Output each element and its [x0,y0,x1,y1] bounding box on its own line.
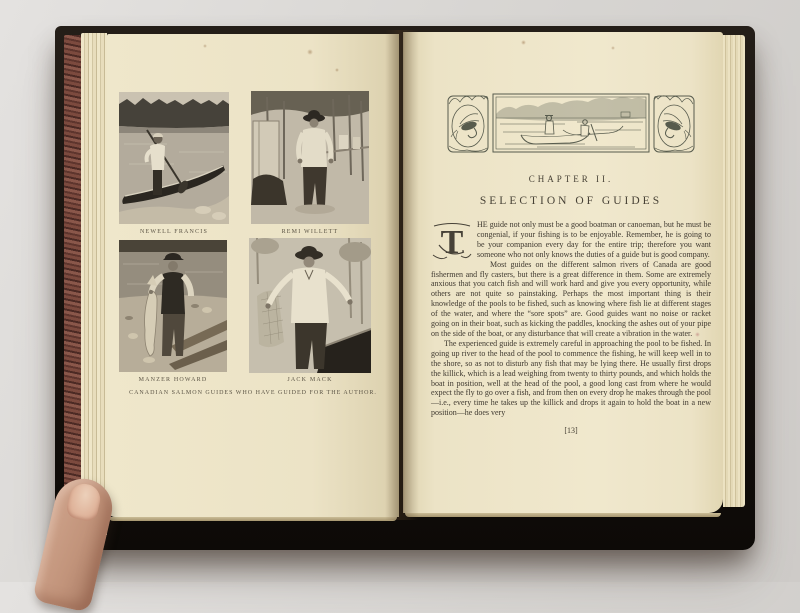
photo-caption: MANZER HOWARD [138,377,208,383]
camp-portrait-photo-illustration [251,91,369,224]
chapter-label: CHAPTER II. [528,174,614,184]
paragraph-text: The experienced guide is extremely careful in approaching the pool to be fished. In going up river to the head of the pool to commence the fishing, he will keep well in to the shore, so as not to disturb any fish that may be lying there. He usually first drops the killick, which is a lead weighing from twenty to thirty pounds, and which holds the boat in position, well at the head of the pool, a good long cast from where he would expect the fly to go over a fish, and from then on every drop he makes through the pool—i.e., every time he takes up the killick and drops it again to hold the boat in a new position—he does very [431,338,711,418]
drop-cap-ornament [431,221,473,261]
photo-caption: REMI WILLETT [281,229,339,235]
paragraph [431,339,711,418]
page-number: [13] [564,426,578,436]
guide-with-net-photo-illustration [249,238,371,373]
right-page [403,32,723,513]
paragraph-text: HE guide not only must be a good boatman or canoeman, but he must be congenial, if your fishing is to be enjoyable. Remember, he is going to be your companion every day for the entire trip; therefore you want someone who not only knows the duties of a guide but is good company. [477,220,711,259]
plate-group-caption: CANADIAN SALMON GUIDES WHO HAVE GUIDED FOR THE AUTHOR. [129,390,377,396]
photo-remi-willett [251,91,369,224]
thumb-nail [65,481,103,523]
left-page [107,34,399,517]
paragraph-text: Most guides on the different salmon rivers of Canada are good fishermen and fly casters, but there is a great difference in them. Some are extremely anxious that you catch fish and will work hard and give you every opportunity, while others are not quite so painstaking. Perhaps the most important thing is their knowledge of the pools to be fished, such as knowing where fish lie at different stages of the water, and where the “sore spots” are. Good guides want no noise or racket going on in their boat, such as kicking the paddles, knocking the ashes out of your pipe on the side of the boat, or any disturbance that will create a vibration in the water. [431,259,711,338]
page-title: SELECTION OF GUIDES [479,195,663,207]
foxing-speck [611,46,615,50]
photo-jack-mack [249,238,371,373]
foxing-speck [521,40,526,45]
foxing-speck [307,49,313,55]
paragraph [431,260,711,339]
right-page-stack-edge [723,35,745,507]
paragraph [431,220,711,260]
photo-newell-francis [119,92,229,224]
salmon-catch-photo-illustration [119,240,227,372]
chapter-headpiece-canoe-and-flies-ornament [445,88,697,158]
chapter-content [431,88,711,435]
foxing-speck [335,68,339,72]
photo-manzer-howard [119,240,227,372]
photo-caption: JACK MACK [287,377,333,383]
body-text [431,220,711,418]
canoe-lake-photo-illustration [119,92,229,224]
drop-cap-letter: T [440,224,464,261]
ornate-initial-letter [431,221,473,261]
marbled-endpaper-edge [64,35,81,533]
left-page-stack-edge [81,33,107,535]
photo-caption: NEWELL FRANCIS [139,229,209,235]
foxing-speck [203,44,207,48]
book [55,26,755,550]
